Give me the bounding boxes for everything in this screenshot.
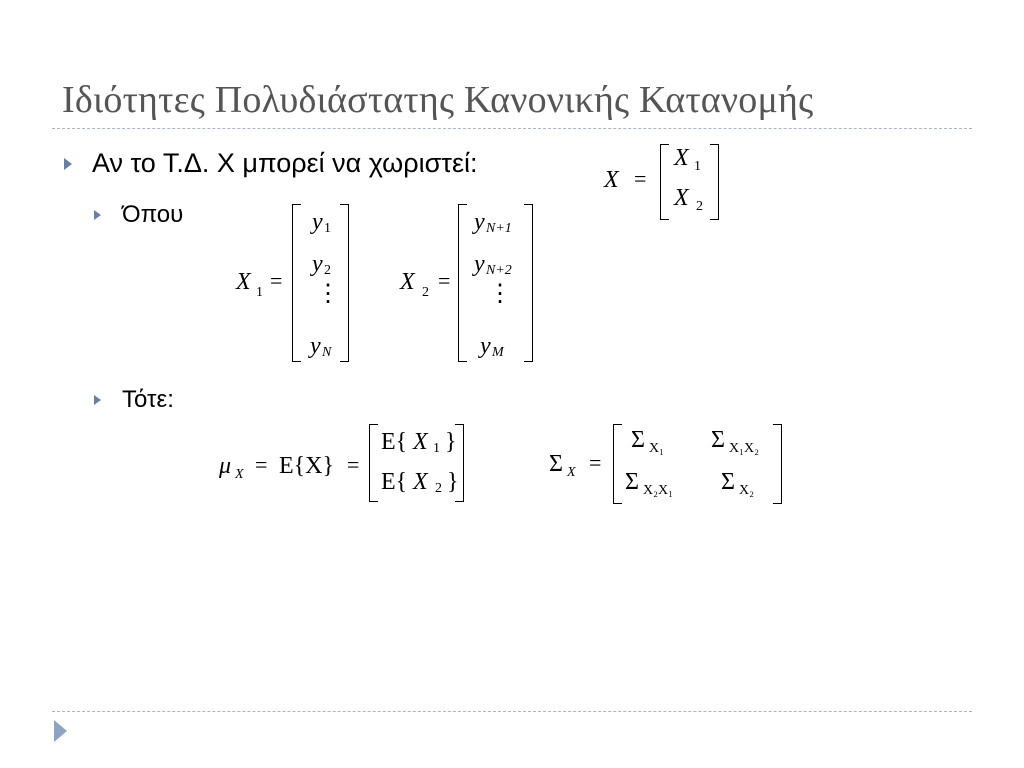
- bullet-arrow-icon: [64, 158, 72, 170]
- left-bracket: [660, 144, 669, 220]
- equation-x1-definition: X 1 = y 1 y 2 ⋮ y N: [230, 200, 360, 365]
- left-bracket: [613, 424, 622, 504]
- equation-mean-vector: μ X = E{X} = E{ X 1 } E{ X 2 }: [215, 420, 475, 505]
- bullet-level1: Αν το Τ.Δ. Χ μπορεί να χωριστεί:: [92, 148, 478, 178]
- left-bracket: [458, 204, 467, 362]
- bullet-arrow-icon: [94, 395, 101, 405]
- left-bracket: [292, 204, 301, 362]
- bullet-arrow-icon: [94, 210, 101, 220]
- slide-title: Ιδιότητες Πολυδιάστατης Κανονικής Κατανομής: [62, 79, 814, 121]
- bullet-tote: Τότε:: [122, 386, 174, 413]
- right-bracket: [773, 424, 782, 504]
- footer-divider: [52, 711, 972, 712]
- left-bracket: [369, 424, 378, 502]
- right-bracket: [524, 204, 533, 362]
- equation-x2-definition: X 2 = y N+1 y N+2 ⋮ y M: [396, 200, 546, 365]
- right-bracket: [455, 424, 464, 502]
- equation-covariance-matrix: Σ X = Σ X₁ Σ X₁X₂ Σ X₂X₁ Σ X₂: [545, 420, 795, 505]
- right-bracket: [340, 204, 349, 362]
- bullet-opou: Όπου: [122, 201, 184, 228]
- equation-x-split: X = X 1 X 2: [600, 140, 730, 220]
- title-divider: [52, 128, 972, 129]
- next-slide-arrow-icon[interactable]: [54, 720, 67, 742]
- right-bracket: [710, 144, 719, 220]
